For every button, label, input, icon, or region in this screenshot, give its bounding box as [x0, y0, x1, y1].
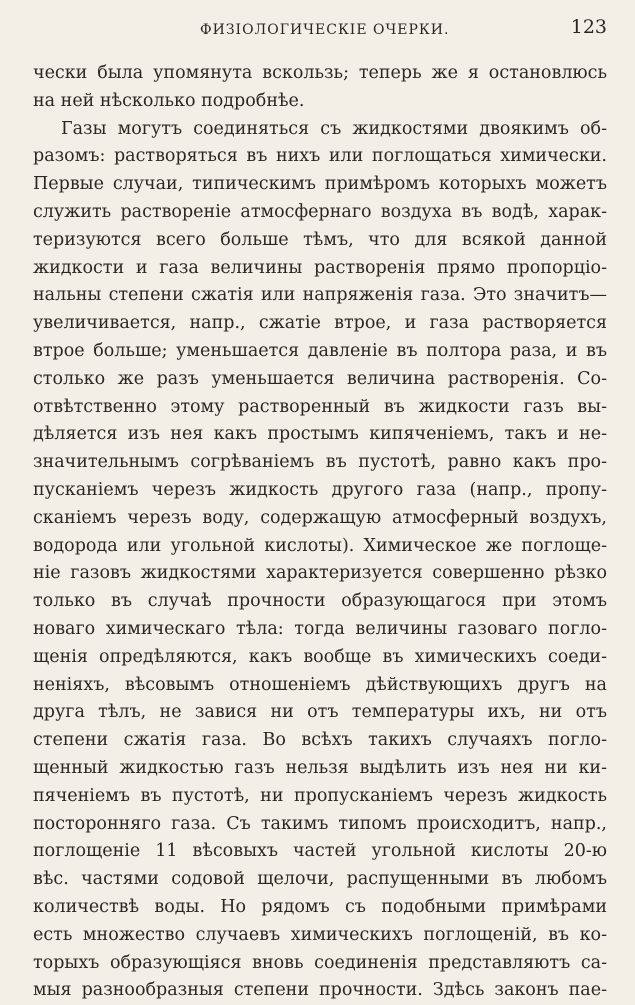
text-line: втрое больше; уменьшается давленіе въ полтора раза, и въ: [33, 340, 607, 361]
text-line: новаго химическаго тѣла: тогда величины газоваго погло-: [33, 618, 607, 639]
page-number: 123: [570, 16, 607, 38]
text-line: Первые случаи, типическимъ примѣромъ которыхъ можетъ: [33, 174, 607, 195]
text-line: сканіемъ черезъ воду, содержащую атмосферный воздухъ,: [33, 507, 607, 528]
text-line: щенный жидкостью газъ нельзя выдѣлить изъ нея ни ки-: [33, 757, 607, 778]
text-line: водорода или угольной кислоты). Химическое же поглоще-: [33, 535, 607, 556]
text-line: значительнымъ согрѣваніемъ въ пустотѣ, равно какъ про-: [33, 452, 607, 473]
text-line: на ней нѣсколько подробнѣе.: [33, 90, 305, 111]
running-head: ФИЗІОЛОГИЧЕСКІЕ ОЧЕРКИ.: [200, 22, 450, 38]
text-line: чески была упомянута вскользь; теперь же я остановлюсь: [33, 63, 607, 83]
text-line: пусканіемъ черезъ жидкость другого газа (напр., пропу-: [33, 479, 607, 500]
text-line: только въ случаѣ прочности образующагося при этомъ: [33, 591, 607, 612]
text-line: нальны степени сжатія или напряженія газа. Это значитъ—: [33, 285, 607, 306]
text-line: отвѣтственно этому растворенный въ жидкости газъ вы-: [33, 396, 607, 417]
text-line: вѣс. частями содовой щелочи, распущенными въ любомъ: [33, 869, 607, 890]
text-line: ніе газовъ жидкостями характеризуется совершенно рѣзко: [33, 563, 607, 584]
text-line: мыя разнообразныя степени прочности. Здѣсь законъ пае-: [33, 980, 607, 1001]
text-line: разомъ: растворяться въ нихъ или поглощаться химически.: [33, 146, 607, 167]
text-line: щенія опредѣляются, какъ вообще въ химическихъ соеди-: [33, 646, 607, 667]
text-line: количествѣ воды. Но рядомъ съ подобными примѣрами: [33, 896, 607, 917]
text-line: неніяхъ, вѣсовымъ отношеніемъ дѣйствующихъ другъ на: [33, 674, 607, 695]
text-line: поглощеніе 11 вѣсовыхъ частей угольной кислоты 20-ю: [33, 841, 607, 862]
text-line: степени сжатія газа. Во всѣхъ такихъ случаяхъ погло-: [33, 730, 607, 751]
text-line: есть множество случаевъ химическихъ поглощеній, въ ко-: [33, 924, 607, 945]
text-line: торыхъ образующіяся вновь соединенія представляютъ са-: [33, 952, 607, 973]
text-line: посторонняго газа. Съ такимъ типомъ происходитъ, напр.,: [33, 813, 607, 834]
body-text: [33, 60, 607, 1005]
text-line: теризуются всего больше тѣмъ, что для всякой данной: [33, 229, 607, 250]
text-line: увеличивается, напр., сжатіе втрое, и газа растворяется: [33, 313, 607, 334]
text-line: служить раствореніе атмосфернаго воздуха въ водѣ, харак-: [33, 201, 607, 222]
text-line: жидкости и газа величины растворенія прямо пропорціо-: [33, 257, 607, 278]
text-line: Газы могутъ соединяться съ жидкостями двоякимъ об-: [61, 118, 607, 139]
text-line: столько же разъ уменьшается величина растворенія. Со-: [33, 368, 607, 389]
text-line: дѣляется изъ нея какъ простымъ кипяченіемъ, такъ и не-: [33, 424, 607, 445]
text-line: друга тѣлъ, не завися ни отъ температуры ихъ, ни отъ: [33, 702, 607, 723]
text-line: пяченіемъ въ пустотѣ, ни пропусканіемъ черезъ жидкость: [33, 785, 607, 806]
